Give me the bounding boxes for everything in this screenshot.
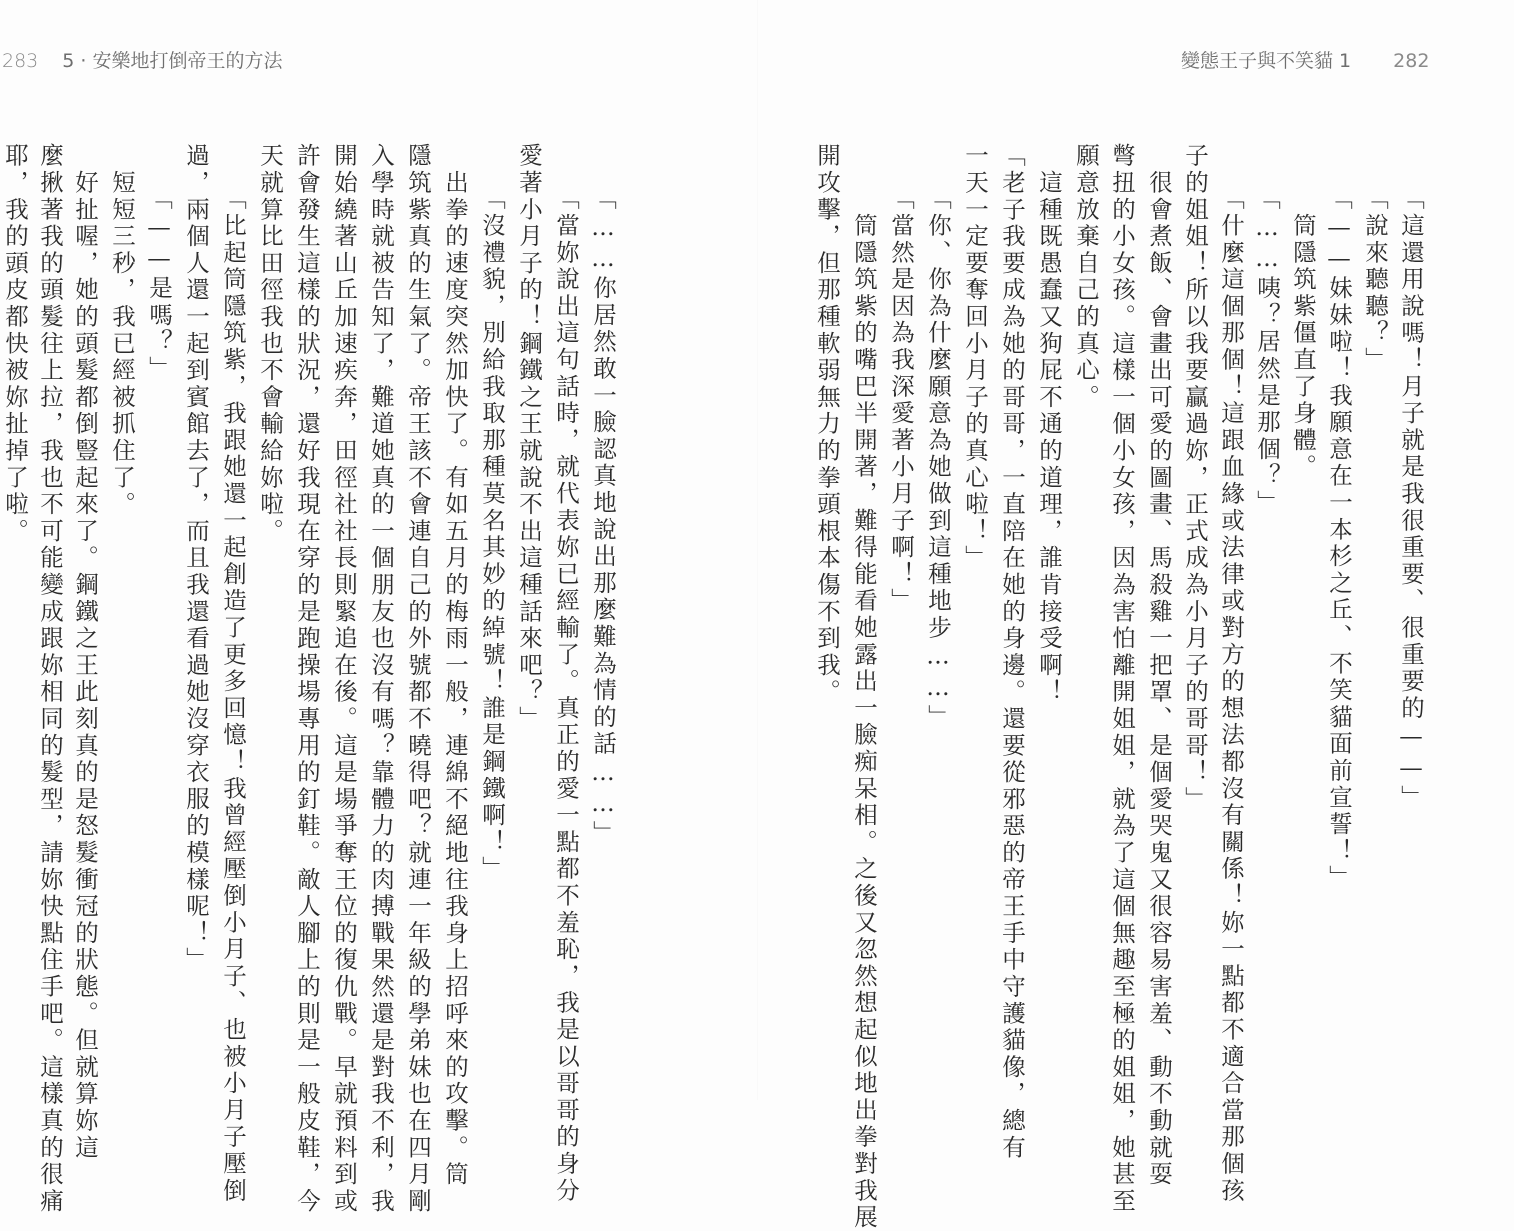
- left-page-header: [2, 46, 282, 73]
- text-column: 開攻擊，但那種軟弱無力的拳頭根本傷不到我。: [813, 143, 841, 706]
- text-column: 開始繞著山丘加速疾奔，田徑社社長則緊追在後。這是場爭奪王位的復仇戰。早就預料到或: [330, 143, 358, 1215]
- text-column: 彆扭的小女孩。這樣一個小女孩，因為害怕離開姐姐，就為了這個無趣至極的姐姐，她甚至: [1108, 143, 1136, 1215]
- text-column: 短短三秒，我已經被抓住了。: [108, 143, 136, 519]
- text-column: 過，兩個人還一起到賓館去了，而且我還看過她沒穿衣服的模樣呢！」: [182, 143, 210, 974]
- text-column: 「老子我要成為她的哥哥，一直陪在她的身邊。還要從邪惡的帝王手中守護貓像，總有: [998, 143, 1026, 1162]
- left-running-header: 5 · 安樂地打倒帝王的方法: [62, 50, 283, 72]
- text-column: 「比起筒隱筑紫，我跟她還一起創造了更多回憶！我曾經壓倒小月子、也被小月子壓倒: [219, 186, 247, 1205]
- text-column: 「沒禮貌，別給我取那種莫名其妙的綽號！誰是鋼鐵啊！」: [478, 186, 506, 883]
- text-column: 愛著小月子的！鋼鐵之王就說不出這種話來吧？」: [515, 143, 543, 733]
- text-column: 「……咦？居然是那個？」: [1253, 186, 1281, 517]
- text-column: 「——妹妹啦！我願意在一本杉之丘、不笑貓面前宣誓！」: [1325, 186, 1353, 892]
- text-column: 天就算比田徑我也不會輸給妳啦。: [256, 143, 284, 545]
- right-page-header: [1181, 46, 1429, 73]
- text-column: 「……你居然敢一臉認真地說出那麼難為情的話……」: [589, 186, 617, 848]
- text-column: 「——是嗎？」: [145, 186, 173, 383]
- text-column: 好扯喔，她的頭髮都倒豎起來了。鋼鐵之王此刻真的是怒髮衝冠的狀態。但就算妳這: [71, 143, 99, 1162]
- text-column: 子的姐姐！所以我要贏過妳，正式成為小月子的哥哥！」: [1181, 143, 1209, 813]
- text-column: 隱筑紫真的生氣了。帝王該不會連自己的外號都不曉得吧？就連一年級的學弟妹也在四月剛: [404, 143, 432, 1215]
- text-column: 一天一定要奪回小月子的真心啦！」: [961, 143, 989, 572]
- text-column: 這種既愚蠢又狗屁不通的道理，誰肯接受啊！: [1035, 143, 1063, 706]
- text-column: 出拳的速度突然加快了。有如五月的梅雨一般，連綿不絕地往我身上招呼來的攻擊。筒: [441, 143, 469, 1189]
- text-column: 筒隱筑紫僵直了身體。: [1289, 186, 1317, 481]
- text-column: 「當然是因為我深愛著小月子啊！」: [887, 186, 915, 615]
- right-running-header: 變態王子與不笑貓 1: [1181, 50, 1352, 72]
- text-column: 「什麼這個那個！這跟血緣或法律或對方的想法都沒有關係！妳一點都不適合當那個孩: [1217, 186, 1245, 1205]
- text-column: 耶，我的頭皮都快被妳扯掉了啦。: [1, 143, 29, 545]
- text-column: 入學時就被告知了，難道她真的一個朋友也沒有嗎？靠體力的肉搏戰果然還是對我不利，我: [367, 143, 395, 1215]
- text-column: 願意放棄自己的真心。: [1072, 143, 1100, 411]
- text-column: 很會煮飯、會畫出可愛的圖畫、馬殺雞一把罩、是個愛哭鬼又很容易害羞、動不動就耍: [1145, 143, 1173, 1189]
- text-column: 「說來聽聽？」: [1361, 186, 1389, 374]
- left-page-number: 283: [2, 50, 39, 72]
- right-page-number: 282: [1393, 50, 1430, 72]
- text-column: 「這還用說嗎！月子就是我很重要、很重要的——」: [1397, 186, 1425, 812]
- text-column: 麼揪著我的頭髮往上拉，我也不可能變成跟妳相同的髮型，請妳快點住手吧。這樣真的很痛: [36, 143, 64, 1215]
- text-column: 筒隱筑紫的嘴巴半開著，難得能看她露出一臉痴呆相。之後又忽然想起似地出拳對我展: [850, 186, 878, 1231]
- page-gutter: [757, 0, 758, 1100]
- text-column: 「你、你為什麼願意為她做到這種地步……」: [924, 186, 952, 731]
- text-column: 「當妳說出這句話時，就代表妳已經輸了。真正的愛一點都不羞恥，我是以哥哥的身分: [552, 186, 580, 1205]
- text-column: 許會發生這樣的狀況，還好我現在穿的是跑操場專用的釘鞋。敵人腳上的則是一般皮鞋，今: [293, 143, 321, 1215]
